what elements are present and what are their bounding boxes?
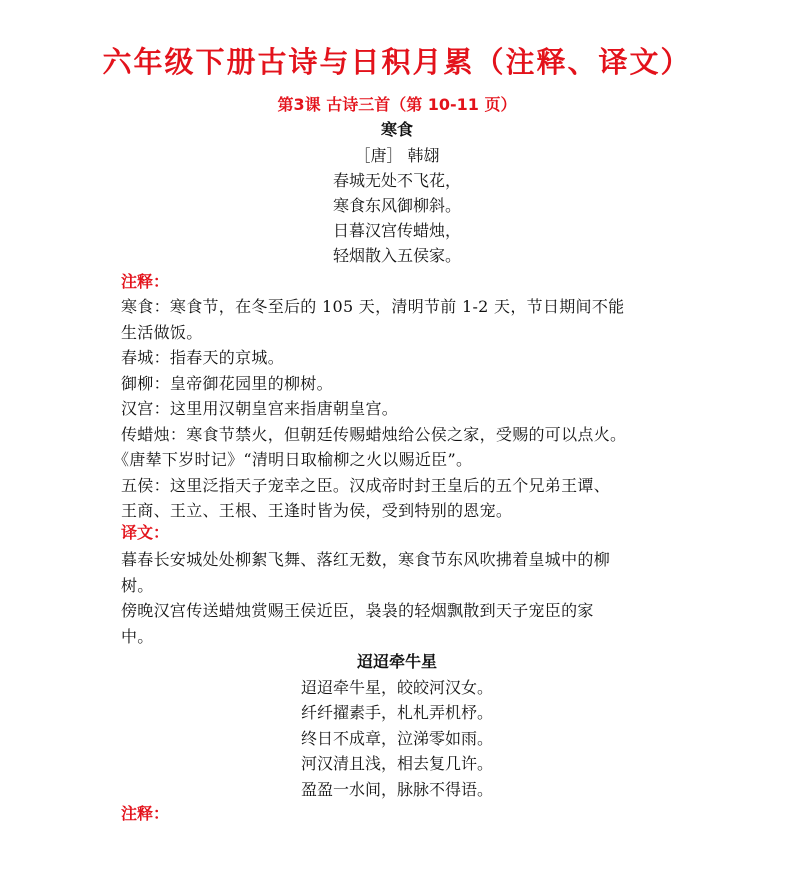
poem-author: ［唐］ 韩翃 — [354, 146, 440, 165]
note-line: 汉宫：这里用汉朝皇宫来指唐朝皇宫。 — [121, 399, 399, 418]
poem-line: 日暮汉宫传蜡烛， — [332, 221, 461, 240]
poem-title-hanshi: 寒食 — [380, 120, 413, 139]
poem-line: 终日不成章，泣涕零如雨。 — [300, 729, 493, 748]
poem-line: 盈盈一水间，脉脉不得语。 — [300, 780, 493, 799]
note-line: 寒食：寒食节，在冬至后的 105 天，清明节前 1-2 天，节日期间不能 — [121, 297, 625, 316]
notes-list — [113, 294, 681, 524]
poem-line: 寒食东风御柳斜。 — [332, 196, 461, 215]
translation-line: 傍晚汉宫传送蜡烛赏赐王侯近臣，袅袅的轻烟飘散到天子宠臣的家 — [121, 601, 594, 620]
notes-label: 注释： — [121, 272, 170, 291]
poem-line: 河汉清且浅，相去复几许。 — [300, 754, 493, 773]
note-line: 五侯：这里泛指天子宠幸之臣。汉成帝时封王皇后的五个兄弟王谭、 — [121, 475, 611, 495]
note-line: 传蜡烛：寒食节禁火，但朝廷传赐蜡烛给公侯之家，受赐的可以点火。 — [121, 424, 627, 444]
poem-title-tiaotiao: 迢迢牵牛星 — [356, 652, 437, 671]
document-title: 六年级下册古诗与日积月累（注释、译文） — [102, 45, 692, 79]
translation-label: 译文： — [121, 523, 170, 542]
note-line: 王商、王立、王根、王逢时皆为侯，受到特别的恩宠。 — [121, 501, 513, 520]
translation-text — [121, 547, 681, 649]
poem-line: 纤纤擢素手，札札弄机杼。 — [300, 703, 493, 722]
translation-line: 暮春长安城处处柳絮飞舞、落红无数，寒食节东风吹拂着皇城中的柳 — [121, 550, 611, 569]
lesson-heading: 第3课 古诗三首（第 10-11 页） — [277, 95, 517, 114]
poem-line: 春城无处不飞花， — [332, 171, 461, 190]
poem-line: 迢迢牵牛星，皎皎河汉女。 — [300, 678, 493, 697]
note-line: 春城：指春天的京城。 — [121, 348, 285, 367]
note-line: 御柳：皇帝御花园里的柳树。 — [121, 373, 333, 393]
note-line: 生活做饭。 — [121, 322, 203, 342]
notes-label: 注释： — [121, 804, 170, 823]
note-line: 《唐辇下岁时记》“清明日取榆柳之火以赐近臣”。 — [113, 450, 473, 469]
translation-line: 树。 — [121, 575, 154, 595]
translation-line: 中。 — [121, 626, 154, 646]
poem-line: 轻烟散入五侯家。 — [332, 246, 461, 265]
